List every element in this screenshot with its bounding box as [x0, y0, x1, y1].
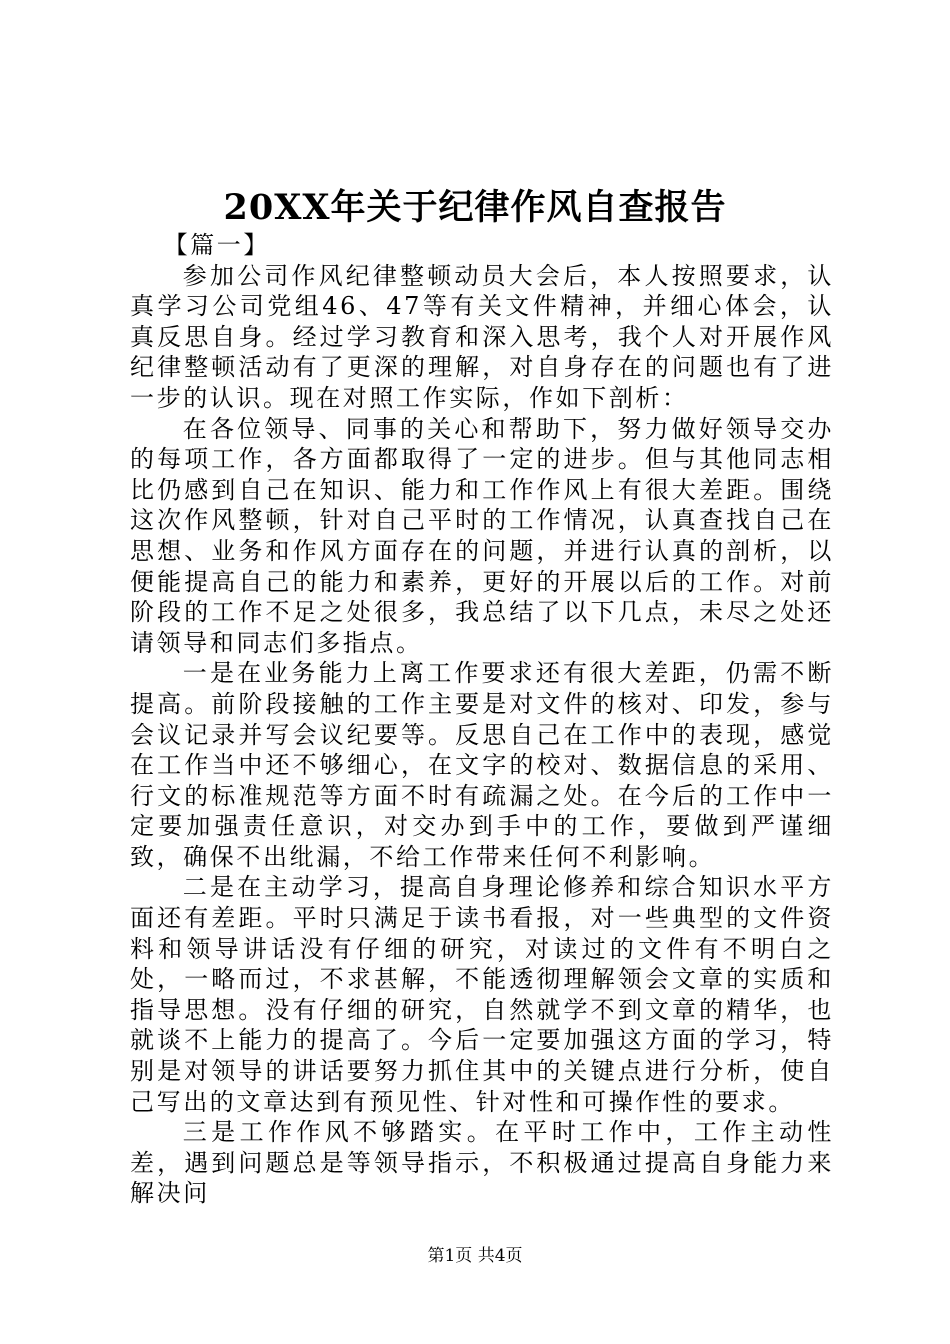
paragraph: 三是工作作风不够踏实。在平时工作中，工作主动性差，遇到问题总是等领导指示，不积极通过提高自身能力来解决问: [130, 1118, 834, 1208]
section-label: 【篇一】: [163, 231, 270, 259]
paragraph: 一是在业务能力上离工作要求还有很大差距，仍需不断提高。前阶段接触的工作主要是对文件的核对、印发，参与会议记录并写会议纪要等。反思自己在工作中的表现，感觉在工作当中还不够细心，在文字的校对、数据信息的采用、行文的标准规范等方面不时有疏漏之处。在今后的工作中一定要加强责任意识，对交办到手中的工作，要做到严谨细致，确保不出纰漏，不给工作带来任何不利影响。: [130, 659, 834, 871]
paragraph: 在各位领导、同事的关心和帮助下，努力做好领导交办的每项工作，各方面都取得了一定的进步。但与其他同志相比仍感到自己在知识、能力和工作作风上有很大差距。围绕这次作风整顿，针对自己平时的工作情况，认真查找自己在思想、业务和作风方面存在的问题，并进行认真的剖析，以便能提高自己的能力和素养，更好的开展以后的工作。对前阶段的工作不足之处很多，我总结了以下几点，未尽之处还请领导和同志们多指点。: [130, 414, 834, 657]
paragraph: 参加公司作风纪律整顿动员大会后，本人按照要求，认真学习公司党组46、47等有关文件精神，并细心体会，认真反思自身。经过学习教育和深入思考，我个人对开展作风纪律整顿活动有了更深的理解，对自身存在的问题也有了进一步的认识。现在对照工作实际，作如下剖析：: [130, 261, 834, 412]
document-body: [130, 230, 834, 1209]
paragraph: 二是在主动学习，提高自身理论修养和综合知识水平方面还有差距。平时只满足于读书看报，对一些典型的文件资料和领导讲话没有仔细的研究，对读过的文件有不明白之处，一略而过，不求甚解，不能透彻理解领会文章的实质和指导思想。没有仔细的研究，自然就学不到文章的精华，也就谈不上能力的提高了。今后一定要加强这方面的学习，特别是对领导的讲话要努力抓住其中的关键点进行分析，使自己写出的文章达到有预见性、针对性和可操作性的要求。: [130, 873, 834, 1116]
page-footer: 第1页 共4页: [427, 1246, 523, 1266]
page-title: 20XX年关于纪律作风自查报告: [223, 187, 727, 228]
